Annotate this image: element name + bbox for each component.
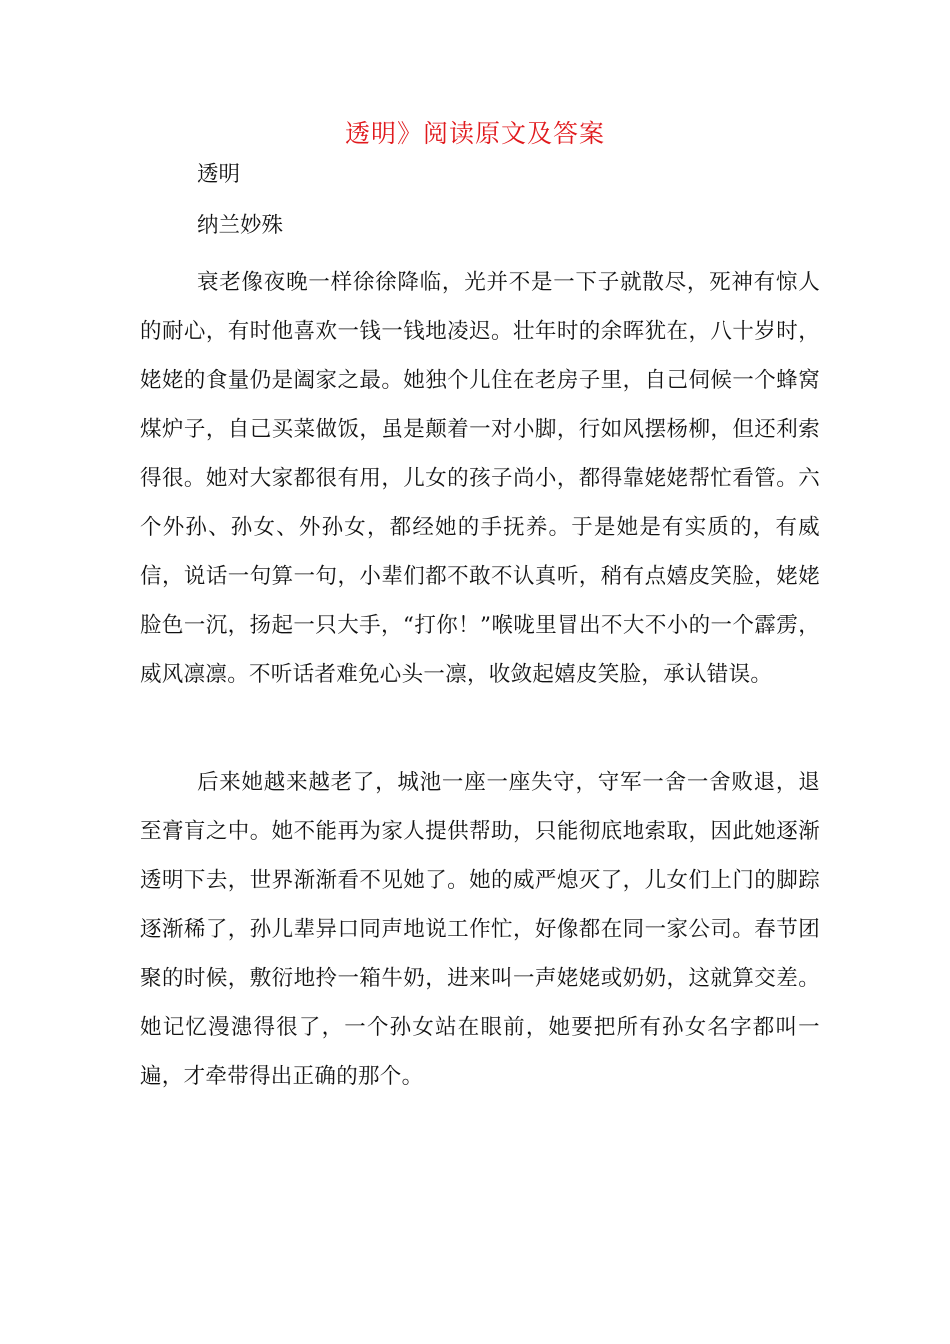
paragraph-2: 后来她越来越老了，城池一座一座失守，守军一舍一舍败退，退至膏肓之中。她不能再为家人提供帮助，只能彻底地索取，因此她逐渐透明下去，世界渐渐看不见她了。她的威严熄灭了，儿女们上门的脚踪逐渐稀了，孙儿辈异口同声地说工作忙，好像都在同一家公司。春节团聚的时候，敷衍地拎一箱牛奶，进来叫一声姥姥或奶奶，这就算交差。她记忆漫漶得很了，一个孙女站在眼前，她要把所有孙女名字都叫一遍，才牵带得出正确的那个。 xyxy=(140,770,820,1089)
paragraph-1: 衰老像夜晚一样徐徐降临，光并不是一下子就散尽，死神有惊人的耐心，有时他喜欢一钱一钱地凌迟。壮年时的余晖犹在，八十岁时，姥姥的食量仍是阖家之最。她独个儿住在老房子里，自己伺候一个蜂窝煤炉子，自己买菜做饭，虽是颠着一对小脚，行如风摆杨柳，但还利索得很。她对大家都很有用，儿女的孩子尚小，都得靠姥姥帮忙看管。六个外孙、孙女、外孙女，都经她的手抚养。于是她是有实质的，有威信，说话一句算一句，小辈们都不敢不认真听，稍有点嬉皮笑脸，姥姥脸色一沉，扬起一只大手，“打你！”喉咙里冒出不大不小的一个霹雳，威风凛凛。不听话者难免心头一凛，收敛起嬉皮笑脸，承认错误。 xyxy=(140,270,820,687)
document-title: 透明》阅读原文及答案 xyxy=(344,119,605,148)
author-name: 纳兰妙殊 xyxy=(197,213,284,238)
article-title: 透明 xyxy=(197,162,241,187)
